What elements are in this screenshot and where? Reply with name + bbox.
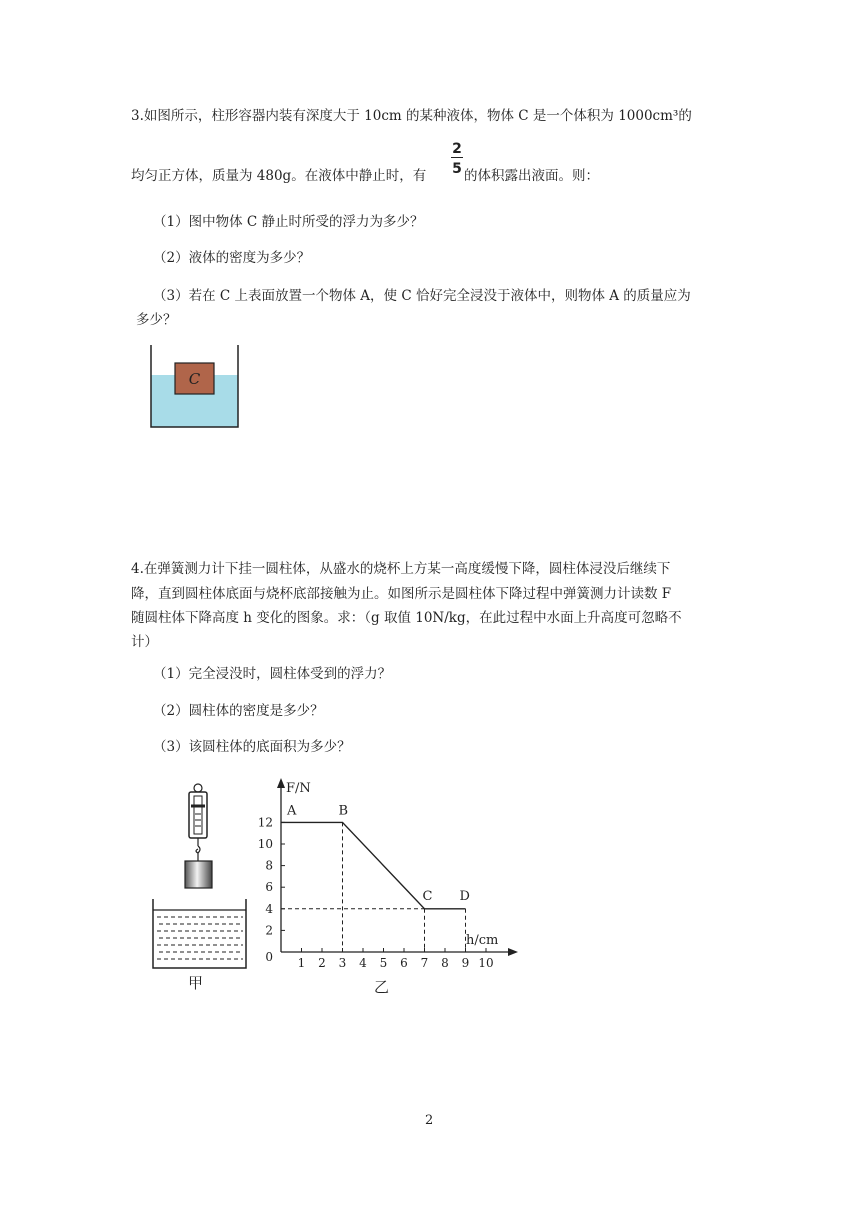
- q4-subquestion-1: （1）完全浸没时，圆柱体受到的浮力？: [153, 666, 392, 682]
- point-label-b: B: [338, 803, 349, 819]
- point-label-a: A: [287, 803, 297, 819]
- spring-scale-figure: [140, 780, 260, 1000]
- y-axis-arrow: [277, 778, 285, 788]
- cylinder: [185, 861, 212, 888]
- y-tick-label: 4: [265, 901, 273, 916]
- q3-stem-line2-pre: 均匀正方体，质量为 480g。在液体中静止时，有: [131, 168, 427, 184]
- x-tick-label: 3: [338, 956, 347, 970]
- spring-scale: [189, 784, 207, 861]
- fraction-numerator: 2: [452, 141, 462, 157]
- y-tick-label: 2: [265, 923, 273, 938]
- q3-subquestion-1: （1）图中物体 C 静止时所受的浮力为多少？: [153, 214, 424, 230]
- y-tick-label: 12: [257, 815, 273, 830]
- y-tick-label: 8: [265, 858, 273, 873]
- y-tick-label: 10: [257, 837, 273, 851]
- figure-jia-label: 甲: [188, 974, 204, 992]
- q3-stem-line1: 3.如图所示，柱形容器内装有深度大于 10cm 的某种液体，物体 C 是一个体积为 1000cm³的: [131, 108, 692, 124]
- water-dashes: [157, 917, 243, 959]
- x-axis-arrow: [508, 948, 518, 956]
- q4-stem-line3: 随圆柱体下降高度 h 变化的图象。求：（g 取值 10N/kg，在此过程中水面上升高度可忽略不: [131, 610, 682, 626]
- x-tick-label: 10: [478, 956, 494, 970]
- q4-stem-line2: 降，直到圆柱体底面与烧杯底部接触为止。如图所示是圆柱体下降过程中弹簧测力计读数 F: [131, 586, 672, 602]
- beaker: [153, 899, 246, 968]
- x-tick-label: 8: [441, 956, 449, 970]
- x-tick-label: 2: [318, 956, 326, 970]
- fraction-bar: [451, 157, 463, 158]
- q3-subquestion-3-line1: （3）若在 C 上表面放置一个物体 A，使 C 恰好完全浸没于液体中，则物体 A 的质量应为: [153, 288, 691, 304]
- point-label-c: C: [422, 888, 433, 904]
- q4-stem-line1: 4.在弹簧测力计下挂一圆柱体，从盛水的烧杯上方某一高度缓慢下降，圆柱体浸没后继续下: [131, 561, 671, 577]
- y-tick-label: 0: [265, 950, 273, 964]
- x-tick-label: 6: [400, 956, 408, 970]
- page-number: 2: [425, 1113, 434, 1128]
- q4-subquestion-2: （2）圆柱体的密度是多少？: [153, 703, 324, 719]
- q3-subquestion-2: （2）液体的密度为多少？: [153, 250, 311, 266]
- block-c-label: C: [188, 370, 201, 388]
- x-tick-label: 1: [297, 956, 306, 970]
- x-tick-label: 9: [461, 956, 470, 970]
- q3-subquestion-3-line2: 多少？: [136, 312, 177, 328]
- series-line: [281, 822, 466, 908]
- x-tick-label: 7: [420, 956, 429, 970]
- x-axis-label: h/cm: [466, 933, 499, 948]
- force-height-chart: [250, 770, 530, 1002]
- y-axis-label: F/N: [286, 781, 311, 796]
- q4-stem-line4: 计）: [131, 634, 158, 650]
- container-figure: [140, 340, 250, 435]
- q4-subquestion-3: （3）该圆柱体的底面积为多少？: [153, 739, 351, 755]
- q3-stem-line2-post: 的体积露出液面。则：: [464, 168, 599, 184]
- x-tick-label: 5: [379, 956, 388, 970]
- chart-plot: [258, 778, 518, 970]
- x-tick-label: 4: [359, 956, 367, 970]
- figure-yi-label: 乙: [374, 978, 390, 996]
- point-label-d: D: [459, 888, 470, 904]
- fraction-denominator: 5: [452, 161, 462, 177]
- y-tick-label: 6: [265, 880, 273, 895]
